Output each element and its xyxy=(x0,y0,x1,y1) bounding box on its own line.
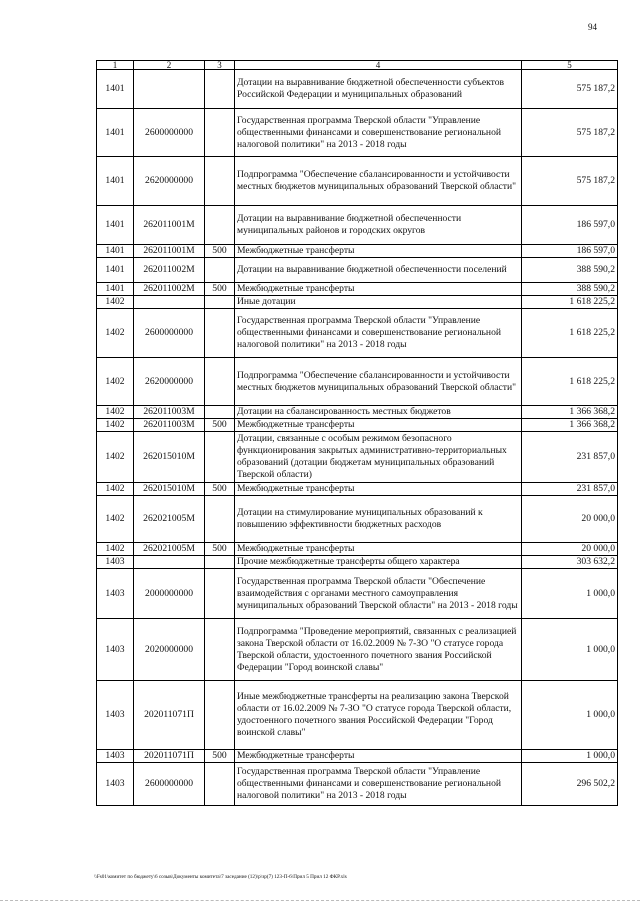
cell-c1: 1401 xyxy=(97,70,134,109)
cell-c2: 2600000000 xyxy=(134,309,205,358)
cell-c2 xyxy=(134,556,205,569)
cell-c5: 20 000,0 xyxy=(522,543,618,556)
cell-c4: Межбюджетные трансферты xyxy=(235,750,522,763)
cell-c5: 1 618 225,2 xyxy=(522,358,618,406)
cell-c2: 262011001М xyxy=(134,206,205,245)
cell-c4: Межбюджетные трансферты xyxy=(235,283,522,296)
table-row xyxy=(97,432,618,483)
cell-c3: 500 xyxy=(205,543,235,556)
cell-c1: 1403 xyxy=(97,569,134,619)
cell-c1: 1401 xyxy=(97,245,134,258)
cell-c4: Подпрограмма "Проведение мероприятий, связанных с реализацией закона Тверской области от 16.02.2009 № 7-ЗО "О статусе города Тверской области, удостоенного почетного звания Российской Федерации "Город воинской славы" xyxy=(235,619,522,681)
table-row xyxy=(97,309,618,358)
cell-c4: Дотации на стимулирование муниципальных образований к повышению эффективности бюджетных расходов xyxy=(235,496,522,543)
cell-c5: 231 857,0 xyxy=(522,483,618,496)
cell-c1: 1403 xyxy=(97,750,134,763)
cell-c4: Государственная программа Тверской области "Управление общественными финансами и совершенствование региональной налоговой политики" на 2013 - 2018 годы xyxy=(235,309,522,358)
cell-c4: Государственная программа Тверской области "Управление общественными финансами и совершенствование региональной налоговой политики" на 2013 - 2018 годы xyxy=(235,763,522,806)
header-col-5: 5 xyxy=(522,61,618,70)
cell-c1: 1401 xyxy=(97,206,134,245)
cell-c3: 500 xyxy=(205,419,235,432)
cell-c2: 262011003М xyxy=(134,419,205,432)
cell-c5: 575 187,2 xyxy=(522,157,618,206)
cell-c3 xyxy=(205,258,235,283)
cell-c3 xyxy=(205,296,235,309)
cell-c5: 1 000,0 xyxy=(522,750,618,763)
cell-c1: 1402 xyxy=(97,419,134,432)
cell-c1: 1401 xyxy=(97,258,134,283)
cell-c1: 1403 xyxy=(97,681,134,750)
cell-c4: Межбюджетные трансферты xyxy=(235,483,522,496)
cell-c2: 2020000000 xyxy=(134,619,205,681)
cell-c4: Подпрограмма "Обеспечение сбалансированности и устойчивости местных бюджетов муниципальных образований Тверской области" xyxy=(235,157,522,206)
cell-c4: Иные дотации xyxy=(235,296,522,309)
cell-c5: 388 590,2 xyxy=(522,258,618,283)
cell-c3 xyxy=(205,556,235,569)
table-header-row xyxy=(97,61,618,70)
cell-c5: 1 000,0 xyxy=(522,681,618,750)
cell-c2: 262021005М xyxy=(134,496,205,543)
cell-c5: 1 000,0 xyxy=(522,619,618,681)
cell-c5: 296 502,2 xyxy=(522,763,618,806)
cell-c4: Дотации на сбалансированность местных бюджетов xyxy=(235,406,522,419)
cell-c2: 262015010М xyxy=(134,432,205,483)
cell-c2: 262011002М xyxy=(134,283,205,296)
cell-c4: Межбюджетные трансферты xyxy=(235,245,522,258)
page-number: 94 xyxy=(588,22,597,32)
table-row xyxy=(97,109,618,157)
cell-c3 xyxy=(205,206,235,245)
cell-c4: Дотации, связанные с особым режимом безопасного функционирования закрытых административно-территориальных образований (дотации бюджетам муниципальных образований Тверской области) xyxy=(235,432,522,483)
cell-c3: 500 xyxy=(205,483,235,496)
cell-c1: 1403 xyxy=(97,619,134,681)
cell-c5: 186 597,0 xyxy=(522,245,618,258)
cell-c3 xyxy=(205,432,235,483)
cell-c1: 1402 xyxy=(97,432,134,483)
cell-c4: Иные межбюджетные трансферты на реализацию закона Тверской области от 16.02.2009 № 7-ЗО "О статусе города Тверской области, удостоенного почетного звания Российской Федерации "Город воинской славы" xyxy=(235,681,522,750)
cell-c4: Прочие межбюджетные трансферты общего характера xyxy=(235,556,522,569)
cell-c3: 500 xyxy=(205,245,235,258)
cell-c5: 1 618 225,2 xyxy=(522,296,618,309)
cell-c2: 2600000000 xyxy=(134,763,205,806)
cell-c5: 1 366 368,2 xyxy=(522,419,618,432)
cell-c5: 231 857,0 xyxy=(522,432,618,483)
cell-c5: 1 618 225,2 xyxy=(522,309,618,358)
cell-c3: 500 xyxy=(205,283,235,296)
table-row xyxy=(97,358,618,406)
cell-c4: Межбюджетные трансферты xyxy=(235,419,522,432)
budget-table xyxy=(96,60,618,806)
cell-c1: 1401 xyxy=(97,109,134,157)
table-row xyxy=(97,258,618,283)
cell-c1: 1402 xyxy=(97,483,134,496)
cell-c5: 20 000,0 xyxy=(522,496,618,543)
cell-c1: 1402 xyxy=(97,309,134,358)
table-row xyxy=(97,283,618,296)
header-col-1: 1 xyxy=(97,61,134,70)
table-row xyxy=(97,157,618,206)
cell-c3: 500 xyxy=(205,750,235,763)
file-path-footer: \\Fs01\комитет по бюджету\6 созыв\Документы комитета\7 заседание (12)\р\зр(7) 123-П-6\Прил 5 Прил 12 ФКР.xls xyxy=(94,874,347,880)
cell-c1: 1403 xyxy=(97,763,134,806)
cell-c3 xyxy=(205,309,235,358)
table-row xyxy=(97,496,618,543)
cell-c1: 1403 xyxy=(97,556,134,569)
cell-c3 xyxy=(205,681,235,750)
table-row xyxy=(97,406,618,419)
table-row xyxy=(97,206,618,245)
cell-c3 xyxy=(205,109,235,157)
cell-c2: 262011003М xyxy=(134,406,205,419)
cell-c5: 186 597,0 xyxy=(522,206,618,245)
cell-c2: 262021005М xyxy=(134,543,205,556)
cell-c2 xyxy=(134,296,205,309)
cell-c2: 262011001М xyxy=(134,245,205,258)
cell-c5: 303 632,2 xyxy=(522,556,618,569)
cell-c2: 2620000000 xyxy=(134,358,205,406)
cell-c5: 575 187,2 xyxy=(522,109,618,157)
cell-c5: 1 000,0 xyxy=(522,569,618,619)
cell-c4: Государственная программа Тверской области "Управление общественными финансами и совершенствование региональной налоговой политики" на 2013 - 2018 годы xyxy=(235,109,522,157)
cell-c2: 2620000000 xyxy=(134,157,205,206)
cell-c4: Межбюджетные трансферты xyxy=(235,543,522,556)
header-col-4: 4 xyxy=(235,61,522,70)
cell-c3 xyxy=(205,70,235,109)
cell-c1: 1402 xyxy=(97,496,134,543)
scan-edge-line xyxy=(0,900,640,901)
cell-c3 xyxy=(205,619,235,681)
cell-c4: Дотации на выравнивание бюджетной обеспеченности муниципальных районов и городских округов xyxy=(235,206,522,245)
cell-c2: 262015010М xyxy=(134,483,205,496)
cell-c3 xyxy=(205,157,235,206)
cell-c1: 1402 xyxy=(97,296,134,309)
header-col-3: 3 xyxy=(205,61,235,70)
cell-c3 xyxy=(205,406,235,419)
table-row xyxy=(97,750,618,763)
cell-c4: Подпрограмма "Обеспечение сбалансированности и устойчивости местных бюджетов муниципальных образований Тверской области" xyxy=(235,358,522,406)
cell-c3 xyxy=(205,358,235,406)
table-row xyxy=(97,569,618,619)
table-row xyxy=(97,296,618,309)
table-row xyxy=(97,483,618,496)
cell-c2 xyxy=(134,70,205,109)
cell-c5: 575 187,2 xyxy=(522,70,618,109)
table-row xyxy=(97,681,618,750)
cell-c1: 1402 xyxy=(97,543,134,556)
cell-c2: 2000000000 xyxy=(134,569,205,619)
cell-c2: 2600000000 xyxy=(134,109,205,157)
cell-c3 xyxy=(205,763,235,806)
cell-c1: 1401 xyxy=(97,157,134,206)
table-row xyxy=(97,556,618,569)
cell-c4: Дотации на выравнивание бюджетной обеспеченности субъектов Российской Федерации и муниципальных образований xyxy=(235,70,522,109)
cell-c1: 1402 xyxy=(97,358,134,406)
cell-c1: 1401 xyxy=(97,283,134,296)
table-row xyxy=(97,70,618,109)
table-row xyxy=(97,245,618,258)
cell-c3 xyxy=(205,569,235,619)
cell-c5: 1 366 368,2 xyxy=(522,406,618,419)
cell-c2: 262011002М xyxy=(134,258,205,283)
table-row xyxy=(97,543,618,556)
header-col-2: 2 xyxy=(134,61,205,70)
cell-c4: Дотации на выравнивание бюджетной обеспеченности поселений xyxy=(235,258,522,283)
table-row xyxy=(97,419,618,432)
table-row xyxy=(97,763,618,806)
cell-c3 xyxy=(205,496,235,543)
cell-c2: 202011071П xyxy=(134,681,205,750)
cell-c4: Государственная программа Тверской области "Обеспечение взаимодействия с органами местного самоуправления муниципальных образований Тверской области" на 2013 - 2018 годы xyxy=(235,569,522,619)
cell-c1: 1402 xyxy=(97,406,134,419)
cell-c5: 388 590,2 xyxy=(522,283,618,296)
table-row xyxy=(97,619,618,681)
cell-c2: 202011071П xyxy=(134,750,205,763)
